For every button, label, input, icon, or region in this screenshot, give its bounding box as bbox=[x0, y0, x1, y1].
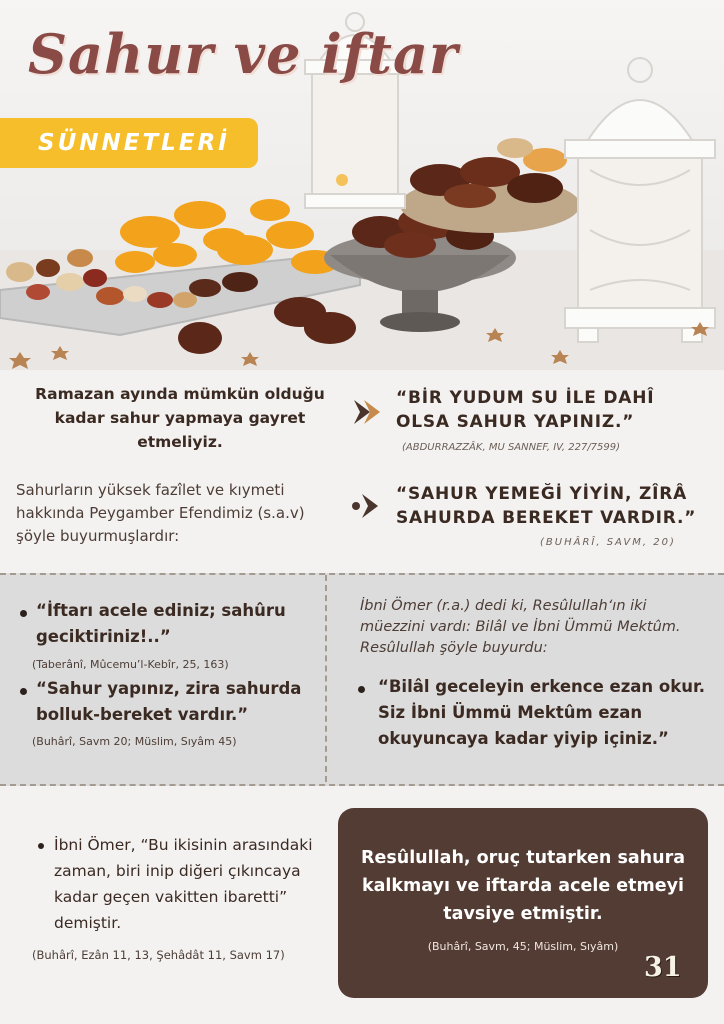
dates-plate bbox=[400, 138, 580, 233]
band-right-intro: İbni Ömer (r.a.) dedi ki, Resûlullah‘ın iki müezzini vardı: Bilâl ve İbni Ümmü Mektûm. Resûlullah şöyle buyurdu: bbox=[360, 598, 681, 656]
page-subtitle: SÜNNETLERİ bbox=[38, 130, 230, 156]
hadith-quote-1: “BİR YUDUM SU İLE DAHÎ OLSA SAHUR YAPINIZ.” bbox=[396, 388, 655, 432]
bullet-icon bbox=[20, 688, 27, 695]
bullet-icon bbox=[358, 686, 365, 693]
intro-bold-text: Ramazan ayında mümkün olduğu kadar sahur yapmaya gayret etmeliyiz. bbox=[35, 385, 325, 451]
band-divider bbox=[325, 575, 327, 782]
bullet-icon bbox=[38, 843, 44, 849]
arrow-right-icon bbox=[348, 488, 384, 524]
hadith-source-2: (BUHÂRÎ, SAVM, 20) bbox=[540, 537, 676, 548]
page-number: 31 bbox=[644, 952, 682, 983]
hero-banner bbox=[0, 0, 724, 370]
bottom-source: (Buhârî, Ezân 11, 13, Şehâdât 11, Savm 17) bbox=[32, 948, 285, 962]
intro-body-text: Sahurların yüksek fazîlet ve kıymeti hakkında Peygamber Efendimiz (s.a.v) şöyle buyurmuşlardır: bbox=[16, 481, 305, 545]
hadith-source-1: (ABDURRAZZÂK, MU SANNEF, IV, 227/7599) bbox=[402, 442, 621, 453]
page-title: Sahur ve iftar bbox=[28, 22, 459, 86]
summary-text: Resûlullah, oruç tutarken sahura kalkmayı ve iftarda acele etmeyi tavsiye etmiştir. bbox=[360, 848, 686, 924]
bullet-icon bbox=[20, 610, 27, 617]
band-source-2: (Buhârî, Savm 20; Müslim, Sıyâm 45) bbox=[32, 735, 237, 748]
band-source-1: (Taberânî, Mûcemu’l-Kebîr, 25, 163) bbox=[32, 658, 229, 671]
summary-source: (Buhârî, Savm, 45; Müslim, Sıyâm) bbox=[427, 940, 619, 953]
band-right-quote: “Bilâl geceleyin erkence ezan okur. Siz İbni Ümmü Mektûm ezan okuyuncaya kadar yiyip içiniz.” bbox=[378, 677, 706, 748]
band-quote-1: “İftarı acele ediniz; sahûru geciktiriniz!..” bbox=[36, 601, 286, 646]
hadith-quote-2: “SAHUR YEMEĞİ YİYİN, ZÎRÂ SAHURDA BEREKET VARDIR.” bbox=[396, 484, 697, 528]
arrow-right-icon bbox=[348, 394, 384, 430]
lantern-icon bbox=[565, 58, 715, 342]
bottom-text: İbni Ömer, “Bu ikisinin arasındaki zaman, biri inip diğeri çıkıncaya kadar geçen vakitten ibaretti” demiştir. bbox=[54, 836, 313, 932]
band-quote-2: “Sahur yapınız, zira sahurda bolluk-bereket vardır.” bbox=[36, 679, 302, 724]
